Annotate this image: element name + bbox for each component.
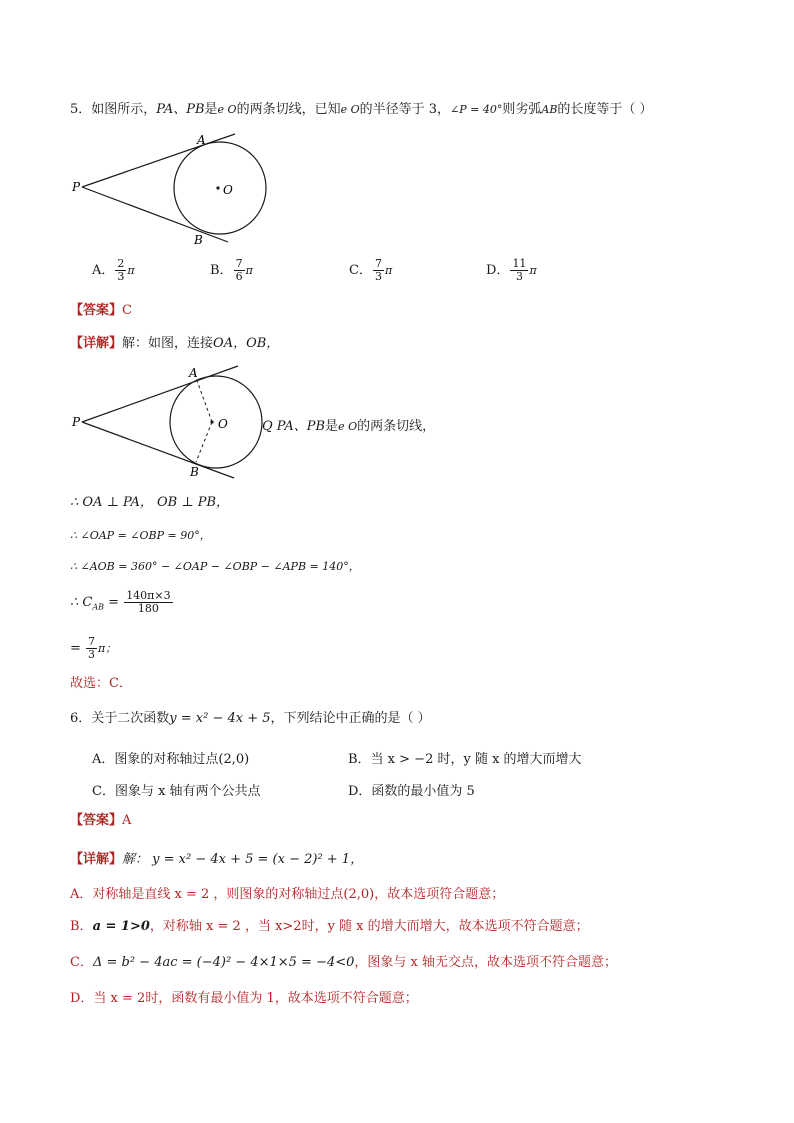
label-a: A [197,133,206,147]
q5-step5-prefix: = [70,641,86,656]
q5-option-c-frac [373,258,384,283]
q5-step1: ∴ OA ⊥ PA， OB ⊥ PB， [70,495,230,510]
q6-answer [70,812,131,830]
q6-detail-expr: 解： y = x² − 4x + 5 = (x − 2)² + 1， [122,852,364,867]
q5-option-a-frac [115,258,126,283]
q5-option-b-letter: B． [210,263,233,278]
q6-explain-b [70,918,589,936]
q6-explain-c-prefix: C． [70,955,93,970]
q5-step5-num: 7 [88,635,96,648]
q5-step4-num: 140π×3 [126,589,171,602]
q5-option-d-letter: D． [486,263,510,278]
q5-figure2-side-d: 的两条切线， [357,419,436,434]
q5-option-b-den: 6 [235,270,243,283]
q6-answer-value: A [122,813,132,828]
q6-option-a: A．图象的对称轴过点(2,0) [92,752,250,767]
q5-pa-pb: PA、PB [156,102,205,117]
q5-answer-value: C [122,303,132,318]
q6-explain-b-cond: a = 1>0 [92,919,150,934]
q5-option-b-frac [234,258,245,283]
q5-figure2-side-c: e O [338,420,358,433]
label-p-2: P [72,415,81,429]
q6-option-c: C．图象与 x 轴有两个公共点 [92,784,261,799]
radius-ob-dashed [196,422,212,462]
q6-detail-label: 【详解】 [70,852,123,867]
q5-step4 [70,590,174,617]
q5-option-b-pi: π [245,264,253,277]
q5-step4-frac [124,590,172,615]
q6-stem-func: y = x² − 4x + 5 [169,711,271,726]
q5-option-a-den: 3 [117,270,125,283]
q6-detail [70,851,363,869]
q5-option-a-pi: π [127,264,135,277]
q5-option-c-den: 3 [374,270,382,283]
q5-step3: ∴ ∠AOB = 360° − ∠OAP − ∠OBP − ∠APB = 140°， [70,560,360,573]
q5-option-a-num: 2 [117,257,125,270]
q5-stem [70,101,653,119]
tangent-pb-line-2 [82,422,234,478]
q5-arc-ab: AB [541,103,558,116]
q6-explain-c [70,954,617,972]
label-b-2: B [190,465,199,479]
q5-step5-suffix: π； [98,642,117,655]
q5-answer-label: 【答案】 [70,303,123,318]
q5-detail-intro-text: 解：如图，连接 [122,336,214,351]
q5-option-b-num: 7 [235,257,243,270]
q5-option-d [486,258,537,283]
q5-step4-sub: AB [92,602,105,612]
label-p: P [72,180,81,194]
label-b: B [194,233,203,247]
q5-option-c-letter: C． [349,263,372,278]
label-o: O [223,183,233,197]
tangent-pa-line-2 [82,366,238,422]
q5-circle-o: e O [217,103,237,116]
q5-detail-intro [70,335,279,353]
q5-option-b [210,258,253,283]
q5-detail-label: 【详解】 [70,336,123,351]
q5-detail-oa-ob: OA，OB， [213,336,280,351]
q5-option-d-frac [510,258,528,283]
q6-explain-a: A．对称轴是直线 x = 2 ，则图象的对称轴过点(2,0)，故本选项符合题意； [70,887,505,902]
q5-option-d-den: 3 [515,270,523,283]
q5-option-a [92,258,135,283]
q5-figure2-side-b: 是 [325,419,339,434]
label-a-2: A [189,366,198,380]
q5-conclusion: 故选：C． [70,676,132,691]
q5-stem-mid2: 的两条切线，已知 [236,102,341,117]
q5-option-d-pi: π [529,264,537,277]
q5-stem-mid1: 是 [204,102,218,117]
center-point [216,186,219,189]
q5-option-c [349,258,392,283]
q5-step5-frac [86,636,97,661]
q5-step2: ∴ ∠OAP = ∠OBP = 90°， [70,529,211,542]
q5-step5 [70,636,116,661]
label-o-2: O [218,417,228,431]
q5-figure-solution [60,360,270,482]
q5-figure-tangents [60,126,290,250]
q5-answer [70,302,132,320]
q5-figure2-side-a: Q PA、PB [262,419,326,434]
circle-o-shape-2 [170,376,262,468]
radius-oa-dashed [196,378,212,422]
q5-step4-prefix: ∴ C [70,595,93,610]
q5-option-c-pi: π [384,264,393,277]
q5-step4-den: 180 [137,602,159,615]
q5-stem-mid3: 的半径等于 3， [359,102,451,117]
q5-stem-prefix: 5．如图所示， [70,102,157,117]
q6-explain-c-rest: ，图象与 x 轴无交点，故本选项不符合题意； [354,955,618,970]
tangent-pb-line [82,187,228,242]
circle-o-shape [174,142,266,234]
q6-explain-c-expr: Δ = b² − 4ac = (−4)² − 4×1×5 = −4<0 [92,955,355,970]
q5-step5-den: 3 [88,648,96,661]
q5-circle-o-2: e O [340,103,360,116]
q5-stem-mid4: 则劣弧 [502,102,542,117]
q6-option-b: B．当 x > −2 时，y 随 x 的增大而增大 [348,752,582,767]
q5-figure2-side-text [262,415,435,434]
q5-option-d-num: 11 [512,257,527,270]
q5-option-a-letter: A． [92,263,115,278]
q5-step4-eq: = [104,595,124,610]
q6-stem-b: ，下列结论中正确的是（ ） [270,711,431,726]
q6-stem-a: 6．关于二次函数 [70,711,170,726]
q6-stem [70,710,431,728]
q5-stem-end: 的长度等于（ ） [557,102,653,117]
q6-option-d: D．函数的最小值为 5 [348,784,475,799]
q6-explain-b-rest: ，对称轴 x = 2 ，当 x>2时，y 随 x 的增大而增大，故本选项不符合题意； [149,919,589,934]
q5-angle-cond: ∠P = 40° [450,103,503,116]
q6-explain-b-prefix: B． [70,919,93,934]
q6-explain-d: D．当 x = 2时，函数有最小值为 1，故本选项不符合题意； [70,991,418,1006]
q6-answer-label: 【答案】 [70,813,123,828]
tangent-pa-line [82,134,235,187]
center-point-2 [210,420,213,423]
q5-option-c-num: 7 [374,257,382,270]
